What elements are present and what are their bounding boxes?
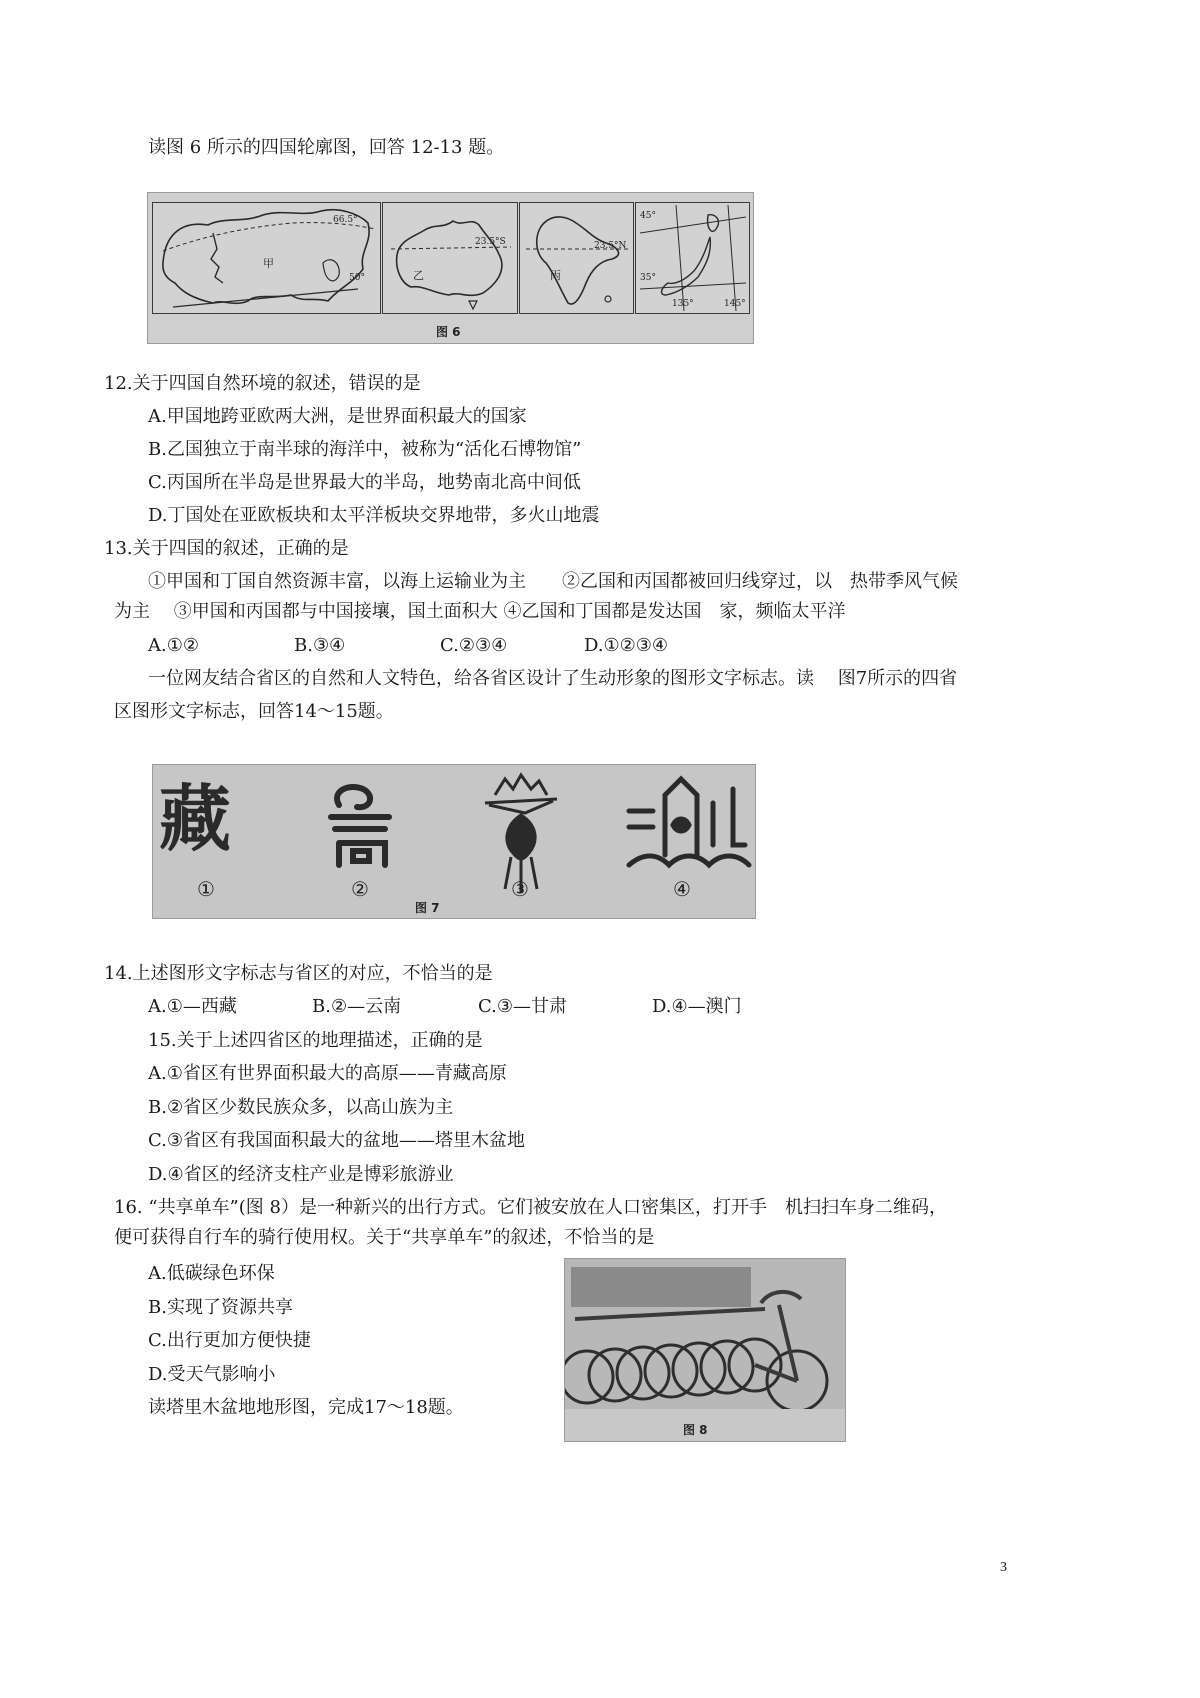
logo-number-3: ③ <box>511 877 529 901</box>
annotation-23-5-s: 23.5°S <box>475 237 506 247</box>
intro-q17: 读塔里木盆地地形图，完成17～18题。 <box>148 1397 464 1418</box>
q14-option-a: A.①—西藏 <box>148 996 237 1017</box>
logo-macau <box>629 779 749 865</box>
q12-option-d: D.丁国处在亚欧板块和太平洋板块交界地带，多火山地震 <box>148 505 600 526</box>
q16-option-d: D.受天气影响小 <box>148 1364 276 1385</box>
figure-8-photo <box>564 1258 846 1442</box>
annotation-135: 135° <box>672 299 694 309</box>
q16-option-b: B.实现了资源共享 <box>148 1297 293 1318</box>
map-panel-jia <box>152 202 381 314</box>
figure-7 <box>152 764 756 919</box>
q15-option-b: B.②省区少数民族众多，以高山族为主 <box>148 1097 454 1118</box>
q13-option-c: C.②③④ <box>440 635 508 656</box>
q14-option-b: B.②—云南 <box>312 996 402 1017</box>
q12-stem: 12.关于四国自然环境的叙述，错误的是 <box>104 373 421 394</box>
intro-fig6: 读图 6 所示的四国轮廓图，回答 12-13 题。 <box>148 137 505 158</box>
map-panel-yi <box>382 202 518 314</box>
logo-tibet-glyph: 藏 <box>159 777 232 861</box>
logo-graphics <box>153 765 755 918</box>
q15-stem: 15.关于上述四省区的地理描述，正确的是 <box>148 1030 483 1051</box>
q13-stem: 13.关于四国的叙述，正确的是 <box>104 538 349 559</box>
q16-stem-line1: 16. “共享单车”(图 8）是一种新兴的出行方式。它们被安放在人口密集区，打开手 机扫扫车身二维码， <box>114 1197 947 1218</box>
annotation-66-5: 66.5° <box>333 215 358 225</box>
logo-yunnan <box>331 787 389 865</box>
q15-option-d: D.④省区的经济支柱产业是博彩旅游业 <box>148 1164 454 1185</box>
map-panel-bing <box>519 202 634 314</box>
q16-option-c: C.出行更加方便快捷 <box>148 1330 311 1351</box>
figure-7-caption: 图 7 <box>415 901 440 915</box>
label-jia: 甲 <box>263 257 274 270</box>
intro-fig7-line2: 区图形文字标志，回答14～15题。 <box>114 701 394 722</box>
logo-number-2: ② <box>351 877 369 901</box>
q13-option-d: D.①②③④ <box>584 635 669 656</box>
q12-option-b: B.乙国独立于南半球的海洋中，被称为“活化石博物馆” <box>148 439 582 460</box>
q13-option-a: A.①② <box>148 635 199 656</box>
q14-option-c: C.③—甘肃 <box>478 996 567 1017</box>
label-bing: 丙 <box>550 269 561 282</box>
q13-statement-line2: 为主 ③甲国和丙国都与中国接壤，国土面积大 ④乙国和丁国都是发达国 家，频临太平洋 <box>114 601 846 622</box>
annotation-35: 35° <box>640 273 656 283</box>
figure-8-caption: 图 8 <box>683 1423 708 1437</box>
q16-option-a: A.低碳绿色环保 <box>148 1263 275 1284</box>
q15-option-c: C.③省区有我国面积最大的盆地——塔里木盆地 <box>148 1130 525 1151</box>
q12-option-c: C.丙国所在半岛是世界最大的半岛，地势南北高中间低 <box>148 472 581 493</box>
logo-number-1: ① <box>197 877 215 901</box>
logo-number-4: ④ <box>673 877 691 901</box>
annotation-23-5-n: 23.5°N <box>594 241 627 251</box>
annotation-145: 145° <box>724 299 746 309</box>
figure-6 <box>147 192 754 344</box>
q13-statement-line1: ①甲国和丁国自然资源丰富，以海上运输业为主 ②乙国和丙国都被回归线穿过，以 热带季风气候 <box>148 571 958 592</box>
figure-6-caption: 图 6 <box>436 325 461 339</box>
annotation-50: 50° <box>349 273 365 283</box>
q14-option-d: D.④—澳门 <box>652 996 742 1017</box>
annotation-45: 45° <box>640 211 656 221</box>
page-number: 3 <box>1000 1560 1007 1575</box>
q14-stem: 14.上述图形文字标志与省区的对应，不恰当的是 <box>104 963 493 984</box>
map-panel-ding <box>635 202 750 314</box>
q15-option-a: A.①省区有世界面积最大的高原——青藏高原 <box>148 1063 507 1084</box>
intro-fig7-line1: 一位网友结合省区的自然和人文特色，给各省区设计了生动形象的图形文字标志。读 图7所示的四省 <box>148 668 958 689</box>
logo-gansu <box>485 775 557 893</box>
q13-option-b: B.③④ <box>294 635 346 656</box>
q12-option-a: A.甲国地跨亚欧两大洲，是世界面积最大的国家 <box>148 406 527 427</box>
label-yi: 乙 <box>413 269 424 282</box>
q16-stem-line2: 便可获得自行车的骑行使用权。关于“共享单车”的叙述，不恰当的是 <box>114 1227 655 1248</box>
